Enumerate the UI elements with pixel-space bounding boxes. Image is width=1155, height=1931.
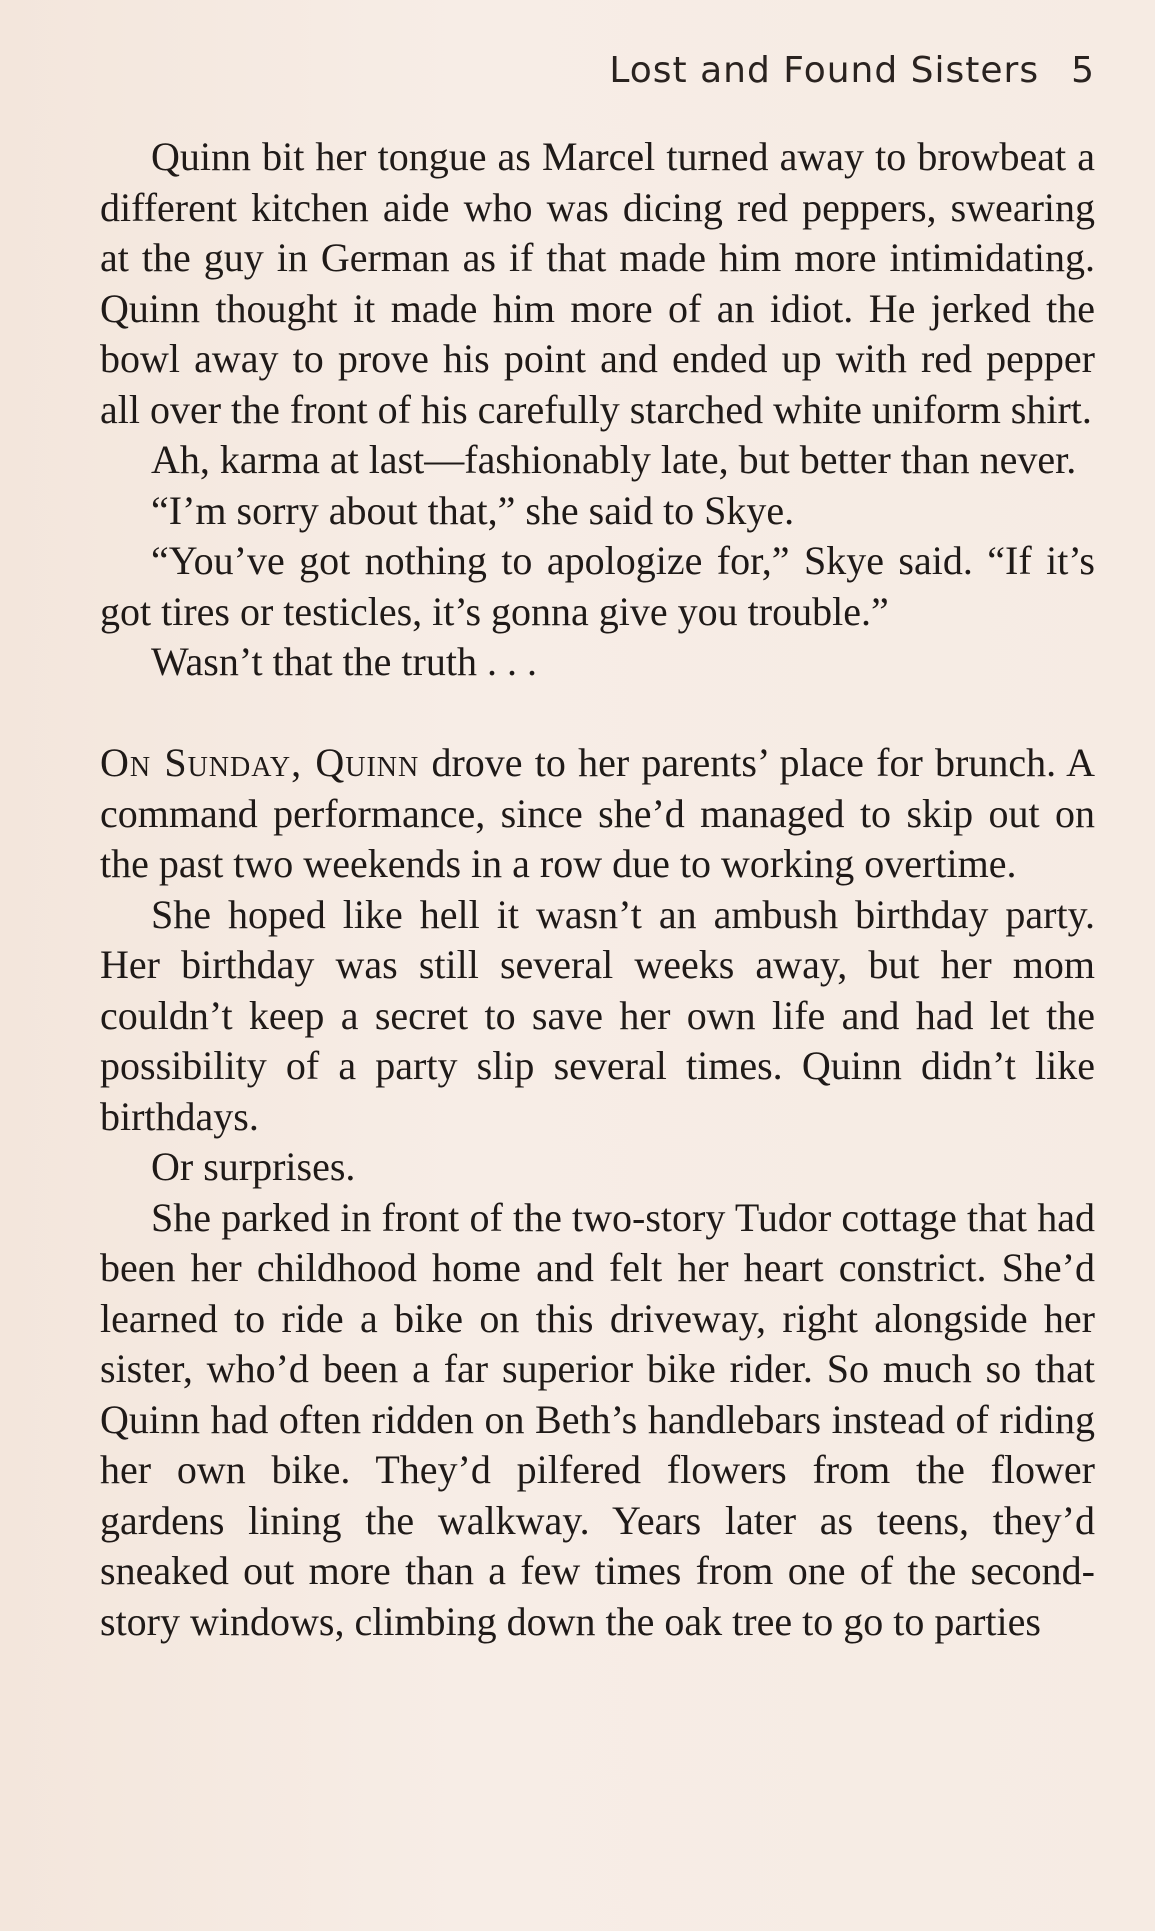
paragraph-2: Ah, karma at last—fashionably late, but better than never. [151, 437, 1077, 482]
body-text [100, 132, 1095, 1647]
paragraph-3: “I’m sorry about that,” she said to Skye. [151, 487, 795, 533]
paragraph-7: She hoped like hell it wasn’t an ambush birthday party. Her birthday was still several weeks away, but her mom couldn’t keep a secret to save her own life and had let the possibility of a party slip several times. Quinn didn’t like birthdays. [100, 891, 1095, 1139]
paragraph-1: Quinn bit her tongue as Marcel turned away to browbeat a different kitchen aide who was dicing red peppers, swearing at the guy in German as if that made him more intimidating. Quinn thought it made him more of an idiot. He jerked the bowl away to prove his point and ended up with red pepper all over the front of his carefully starched white uniform shirt. [100, 134, 1095, 432]
paragraph-6 [100, 738, 1095, 890]
section-break [100, 688, 1095, 739]
page-number: 5 [1071, 50, 1095, 91]
paragraph-4: “You’ve got nothing to apologize for,” Skye said. “If it’s got tires or testicles, it’s gonna give you trouble.” [100, 538, 1095, 634]
paragraph-9: She parked in front of the two-story Tudor cottage that had been her childhood home and felt her heart constrict. She’d learned to ride a bike on this driveway, right alongside her sister, who’d been a far superior bike rider. So much so that Quinn had often ridden on Beth’s handlebars instead of riding her own bike. They’d pilfered flowers from the flower gardens lining the walkway. Years later as teens, they’d sneaked out more than a few times from one of the second-story windows, climbing down the oak tree to go to parties [100, 1194, 1095, 1644]
paragraph-5: Wasn’t that the truth . . . [151, 639, 537, 684]
paragraph-6-text: drove to her parents’ place for brunch. A command performance, since she’d managed to skip out on the past two weekends in a row due to working overtime. [100, 740, 1095, 886]
running-head [609, 50, 1095, 91]
running-title: Lost and Found Sisters [609, 50, 1040, 91]
paragraph-8: Or surprises. [151, 1144, 356, 1189]
section-lead-in: On Sunday, Quinn [100, 740, 420, 785]
